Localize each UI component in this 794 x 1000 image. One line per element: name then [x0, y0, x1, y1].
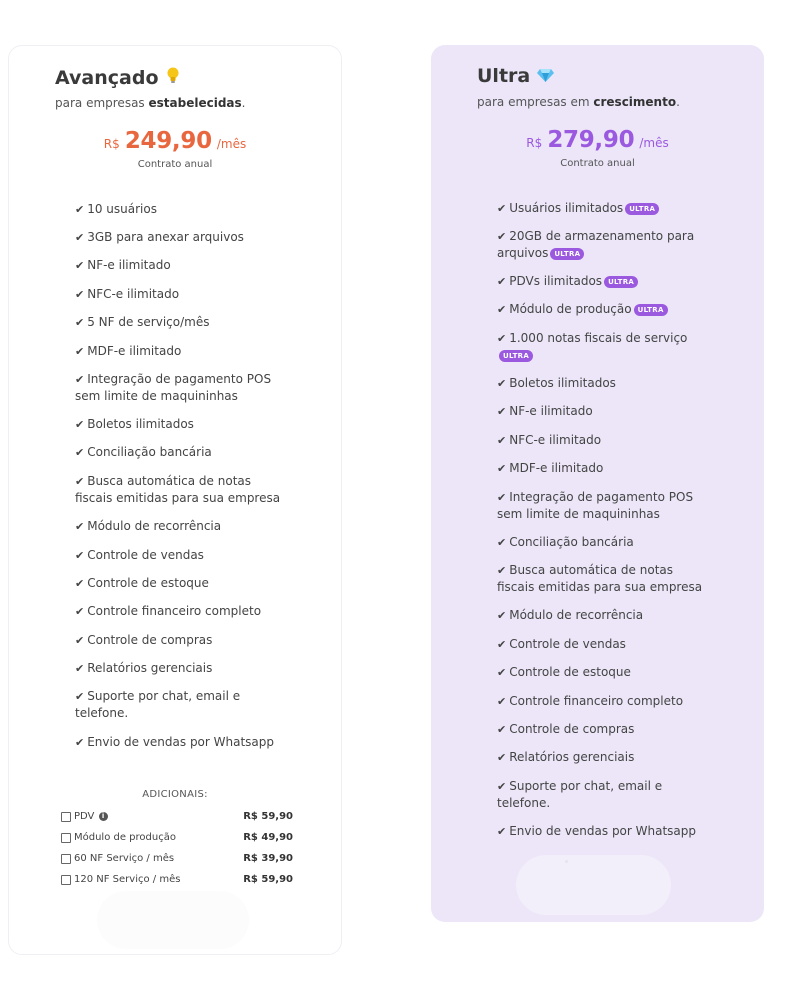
feature-item: ✔ MDF-e ilimitado	[75, 344, 182, 358]
addon-price: R$ 59,90	[243, 874, 293, 885]
feature-item: ✔ Relatórios gerenciais	[75, 661, 213, 675]
lightbulb-icon	[166, 66, 180, 89]
feature-item: ✔ Busca automática de notas fiscais emitidas para sua empresa	[497, 563, 703, 594]
addons-title: ADICIONAIS:	[142, 789, 208, 800]
feature-item: ✔ Controle financeiro completo	[75, 604, 262, 618]
ultra-badge: ULTRA	[625, 203, 659, 215]
feature-item: ✔ Relatórios gerenciais	[497, 750, 635, 764]
feature-item: ✔ Controle de compras	[497, 722, 635, 736]
check-icon: ✔	[75, 520, 85, 533]
info-icon[interactable]: i	[99, 812, 108, 821]
feature-item: ✔ Envio de vendas por Whatsapp	[75, 735, 275, 749]
plan-subtitle: para empresas em crescimento.	[477, 95, 680, 109]
check-icon: ✔	[497, 780, 507, 793]
check-icon: ✔	[75, 446, 85, 459]
check-icon: ✔	[75, 577, 85, 590]
contract-label: Contrato anual	[137, 159, 213, 170]
addon-checkbox[interactable]	[61, 854, 71, 864]
feature-item: ✔ NF-e ilimitado	[497, 404, 593, 418]
check-icon: ✔	[497, 751, 507, 764]
check-icon: ✔	[497, 638, 507, 651]
plan-price	[431, 127, 764, 153]
addon-price: R$ 49,90	[243, 832, 293, 843]
feature-item: ✔ Envio de vendas por Whatsapp	[497, 824, 697, 838]
check-icon: ✔	[75, 345, 85, 358]
plan-price	[9, 128, 341, 154]
addon-row-120nf[interactable]: 120 NF Serviço / mês R$ 59,90	[61, 874, 293, 890]
plan-title	[477, 65, 554, 87]
diamond-icon	[537, 65, 554, 87]
check-icon: ✔	[497, 405, 507, 418]
addon-checkbox[interactable]	[61, 875, 71, 885]
feature-item: ✔ Controle de estoque	[75, 576, 209, 590]
feature-item: ✔ NFC-e ilimitado	[497, 433, 602, 447]
addon-row-producao[interactable]: Módulo de produção R$ 49,90	[61, 832, 293, 848]
check-icon: ✔	[75, 231, 85, 244]
check-icon: ✔	[75, 662, 85, 675]
check-icon: ✔	[497, 536, 507, 549]
check-icon: ✔	[497, 723, 507, 736]
feature-item: ✔ Módulo de produção ULTRA	[497, 301, 717, 318]
addon-row-60nf[interactable]: 60 NF Serviço / mês R$ 39,90	[61, 853, 293, 869]
check-icon: ✔	[497, 825, 507, 838]
price-currency: R$	[103, 137, 120, 151]
feature-item: ✔ Controle financeiro completo	[497, 694, 684, 708]
feature-item: ✔ Controle de compras	[75, 633, 213, 647]
check-icon: ✔	[497, 609, 507, 622]
addon-row-pdv[interactable]: PDV i R$ 59,90	[61, 811, 293, 827]
feature-item: ✔ Busca automática de notas fiscais emitidas para sua empresa	[75, 474, 281, 505]
plan-card-avancado	[8, 45, 342, 955]
check-icon: ✔	[75, 605, 85, 618]
ultra-badge: ULTRA	[499, 350, 533, 362]
feature-item: ✔ Suporte por chat, email e telefone.	[497, 779, 663, 810]
feature-item: ✔ MDF-e ilimitado	[497, 461, 604, 475]
contract-label: Contrato anual	[560, 158, 635, 169]
subscribe-button[interactable]	[516, 855, 671, 915]
check-icon: ✔	[75, 259, 85, 272]
feature-item: ✔ Módulo de recorrência	[497, 608, 644, 622]
check-icon: ✔	[497, 695, 507, 708]
feature-item: ✔ NF-e ilimitado	[75, 258, 171, 272]
check-icon: ✔	[497, 564, 507, 577]
check-icon: ✔	[497, 491, 507, 504]
price-period: /mês	[639, 136, 669, 150]
feature-item: ✔ NFC-e ilimitado	[75, 287, 180, 301]
check-icon: ✔	[75, 288, 85, 301]
check-icon: ✔	[75, 690, 85, 703]
check-icon: ✔	[497, 434, 507, 447]
addon-checkbox[interactable]	[61, 812, 71, 822]
feature-item: ✔ 20GB de armazenamento para arquivos ULTRA	[497, 229, 695, 260]
feature-item: ✔ Integração de pagamento POS sem limite de maquininhas	[497, 490, 694, 521]
check-icon: ✔	[75, 316, 85, 329]
check-icon: ✔	[75, 203, 85, 216]
ultra-badge: ULTRA	[604, 276, 638, 288]
plan-name: Ultra	[477, 65, 531, 87]
ultra-badge: ULTRA	[550, 248, 584, 260]
price-amount: 279,90	[547, 127, 635, 153]
feature-item: ✔ 10 usuários	[75, 202, 157, 216]
feature-item: ✔ Integração de pagamento POS sem limite de maquininhas	[75, 372, 272, 403]
check-icon: ✔	[75, 418, 85, 431]
price-amount: 249,90	[124, 128, 212, 154]
check-icon: ✔	[497, 275, 507, 288]
addon-checkbox[interactable]	[61, 833, 71, 843]
check-icon: ✔	[497, 303, 507, 316]
check-icon: ✔	[497, 377, 507, 390]
feature-item: ✔ 5 NF de serviço/mês	[75, 315, 210, 329]
plan-name: Avançado	[55, 66, 159, 89]
plan-subtitle: para empresas estabelecidas.	[55, 96, 246, 110]
feature-item: ✔ Conciliação bancária	[497, 535, 634, 549]
check-icon: ✔	[497, 462, 507, 475]
check-icon: ✔	[75, 736, 85, 749]
check-icon: ✔	[497, 230, 507, 243]
feature-item: ✔ 1.000 notas fiscais de serviçoULTRA	[497, 331, 688, 360]
check-icon: ✔	[75, 475, 85, 488]
feature-item: ✔ Controle de vendas	[497, 637, 626, 651]
ultra-badge: ULTRA	[634, 304, 668, 316]
feature-item: ✔ Boletos ilimitados	[497, 376, 616, 390]
feature-item: ✔ Boletos ilimitados	[75, 417, 194, 431]
feature-item: ✔ Usuários ilimitados ULTRA	[497, 200, 717, 217]
check-icon: ✔	[75, 373, 85, 386]
feature-item: ✔ Módulo de recorrência	[75, 519, 222, 533]
price-currency: R$	[526, 136, 543, 150]
check-icon: ✔	[497, 202, 507, 215]
check-icon: ✔	[497, 666, 507, 679]
feature-item: ✔ Controle de vendas	[75, 548, 204, 562]
check-icon: ✔	[75, 549, 85, 562]
check-icon: ✔	[75, 634, 85, 647]
feature-item: ✔ Conciliação bancária	[75, 445, 212, 459]
plan-title	[55, 66, 180, 89]
feature-item: ✔ PDVs ilimitados ULTRA	[497, 273, 717, 290]
addon-price: R$ 39,90	[243, 853, 293, 864]
feature-item: ✔ Suporte por chat, email e telefone.	[75, 689, 241, 720]
check-icon: ✔	[497, 332, 507, 345]
price-period: /mês	[216, 137, 247, 151]
plan-card-ultra	[431, 45, 764, 922]
feature-item: ✔ Controle de estoque	[497, 665, 631, 679]
addon-price: R$ 59,90	[243, 811, 293, 822]
feature-item: ✔ 3GB para anexar arquivos	[75, 230, 244, 244]
subscribe-button[interactable]	[97, 891, 249, 949]
